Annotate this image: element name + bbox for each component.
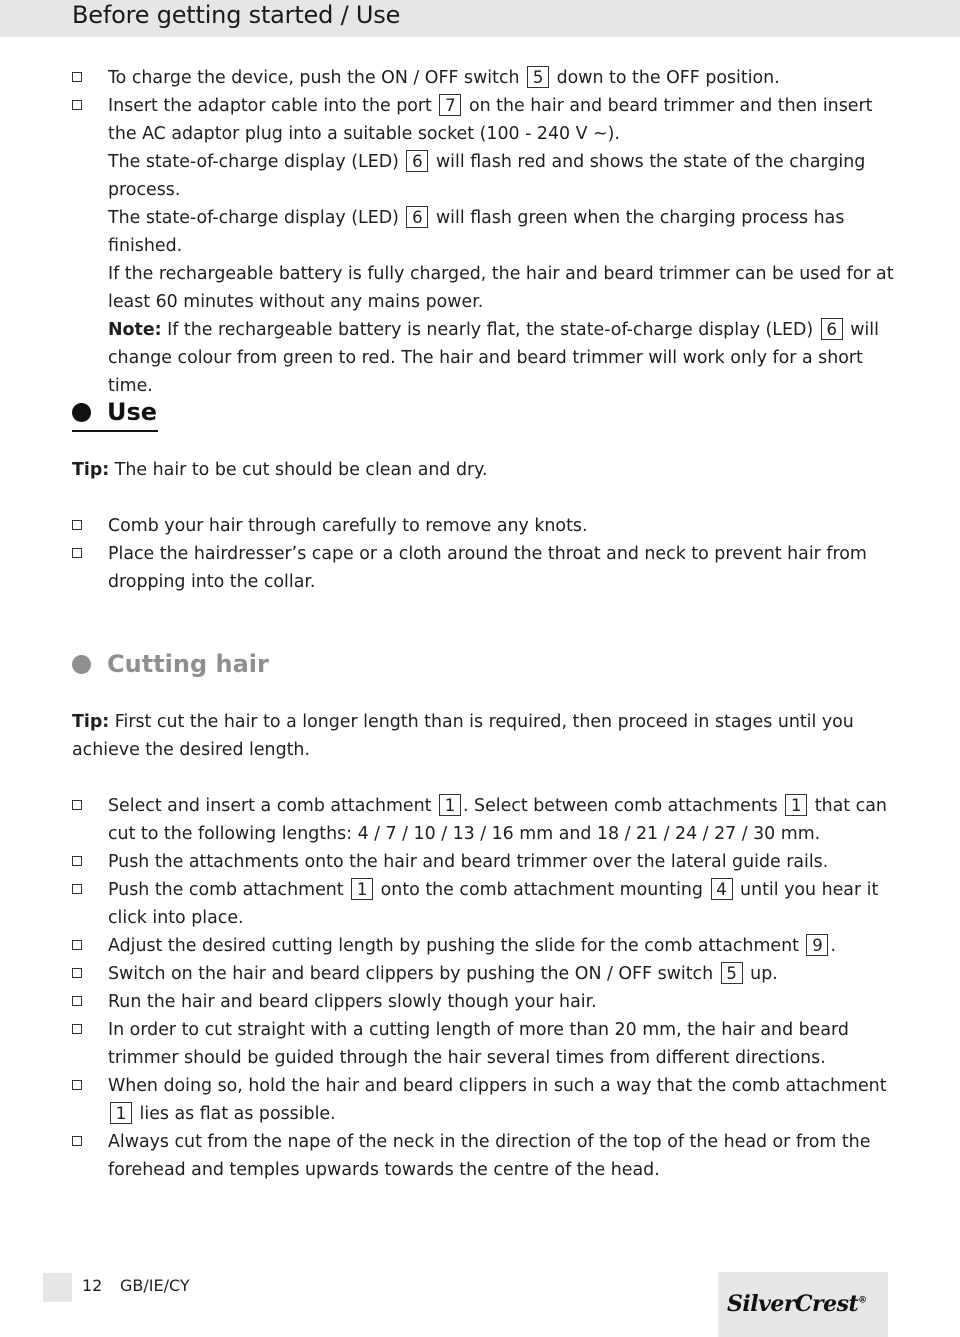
part-reference: 5	[527, 66, 549, 88]
tip-label: Tip:	[72, 712, 110, 732]
checkbox-bullet-icon	[72, 72, 82, 82]
charging-list	[72, 64, 902, 400]
checkbox-bullet-icon	[72, 884, 82, 894]
paragraph: If the rechargeable battery is fully charged, the hair and beard trimmer can be used for at least 60 minutes without any mains power.	[108, 264, 894, 312]
list-item: Select and insert a comb attachment 1 . Select between comb attachments 1 that can cut to the following lengths: 4 / 7 / 10 / 13 / 16 mm and 18 / 21 / 24 / 27 / 30 mm.	[72, 792, 902, 848]
checkbox-bullet-icon	[72, 548, 82, 558]
part-reference: 6	[821, 318, 843, 340]
list-item: Place the hairdresser’s cape or a cloth around the throat and neck to prevent hair from dropping into the collar.	[72, 540, 902, 596]
part-reference: 1	[439, 794, 461, 816]
list-item: Insert the adaptor cable into the port 7 on the hair and beard trimmer and then insert the AC adaptor plug into a suitable socket (100 - 240 V ~).	[72, 92, 902, 148]
bullet-dot-icon	[72, 655, 91, 674]
part-reference: 5	[721, 962, 743, 984]
list-item: Push the comb attachment 1 onto the comb attachment mounting 4 until you hear it click into place.	[72, 876, 902, 932]
list-item: In order to cut straight with a cutting length of more than 20 mm, the hair and beard trimmer should be guided through the hair several times from different directions.	[72, 1016, 902, 1072]
country-codes: GB/IE/CY	[120, 1276, 190, 1295]
checkbox-bullet-icon	[72, 520, 82, 530]
section-heading-cutting-hair: Cutting hair	[72, 650, 269, 678]
paragraph: The state-of-charge display (LED) 6 will flash red and shows the state of the charging process.	[108, 152, 866, 200]
list-item: Run the hair and beard clippers slowly though your hair.	[72, 988, 902, 1016]
bullet-dot-icon	[72, 403, 91, 422]
paragraph: The state-of-charge display (LED) 6 will flash green when the charging process has finished.	[108, 208, 845, 256]
part-reference: 6	[406, 206, 428, 228]
list-item: Always cut from the nape of the neck in the direction of the top of the head or from the forehead and temples upwards towards the centre of the head.	[72, 1128, 902, 1184]
cutting-list	[72, 792, 902, 1184]
checkbox-bullet-icon	[72, 996, 82, 1006]
checkbox-bullet-icon	[72, 1024, 82, 1034]
list-item: When doing so, hold the hair and beard clippers in such a way that the comb attachment 1 lies as flat as possible.	[72, 1072, 902, 1128]
part-reference: 1	[785, 794, 807, 816]
page-title: Before getting started / Use	[72, 1, 401, 29]
part-reference: 1	[110, 1102, 132, 1124]
checkbox-bullet-icon	[72, 856, 82, 866]
tip-paragraph: Tip: First cut the hair to a longer length than is required, then proceed in stages until you achieve the desired length.	[72, 712, 854, 760]
list-item: Switch on the hair and beard clippers by pushing the ON / OFF switch 5 up.	[72, 960, 902, 988]
checkbox-bullet-icon	[72, 100, 82, 110]
list-item: Adjust the desired cutting length by pushing the slide for the comb attachment 9 .	[72, 932, 902, 960]
checkbox-bullet-icon	[72, 940, 82, 950]
note-label: Note:	[108, 320, 162, 340]
page-number: 12	[82, 1276, 103, 1295]
part-reference: 4	[711, 878, 733, 900]
part-reference: 1	[351, 878, 373, 900]
list-item: To charge the device, push the ON / OFF switch 5 down to the OFF position.	[72, 64, 902, 92]
checkbox-bullet-icon	[72, 1136, 82, 1146]
heading-underline	[72, 430, 158, 432]
checkbox-bullet-icon	[72, 800, 82, 810]
part-reference: 7	[439, 94, 461, 116]
tip-paragraph: Tip: The hair to be cut should be clean and dry.	[72, 460, 488, 480]
section-heading-use: Use	[72, 398, 157, 426]
tip-label: Tip:	[72, 460, 110, 480]
note-paragraph: Note: If the rechargeable battery is nearly flat, the state-of-charge display (LED) 6 will change colour from green to red. The hair and beard trimmer will work only for a short time.	[108, 320, 879, 396]
list-item: Push the attachments onto the hair and beard trimmer over the lateral guide rails.	[72, 848, 902, 876]
checkbox-bullet-icon	[72, 1080, 82, 1090]
checkbox-bullet-icon	[72, 968, 82, 978]
part-reference: 6	[406, 150, 428, 172]
list-item: Comb your hair through carefully to remove any knots.	[72, 512, 902, 540]
brand-logo: SilverCrest®	[727, 1291, 867, 1317]
part-reference: 9	[806, 934, 828, 956]
use-list	[72, 512, 902, 596]
footer-page-marker	[43, 1273, 72, 1302]
